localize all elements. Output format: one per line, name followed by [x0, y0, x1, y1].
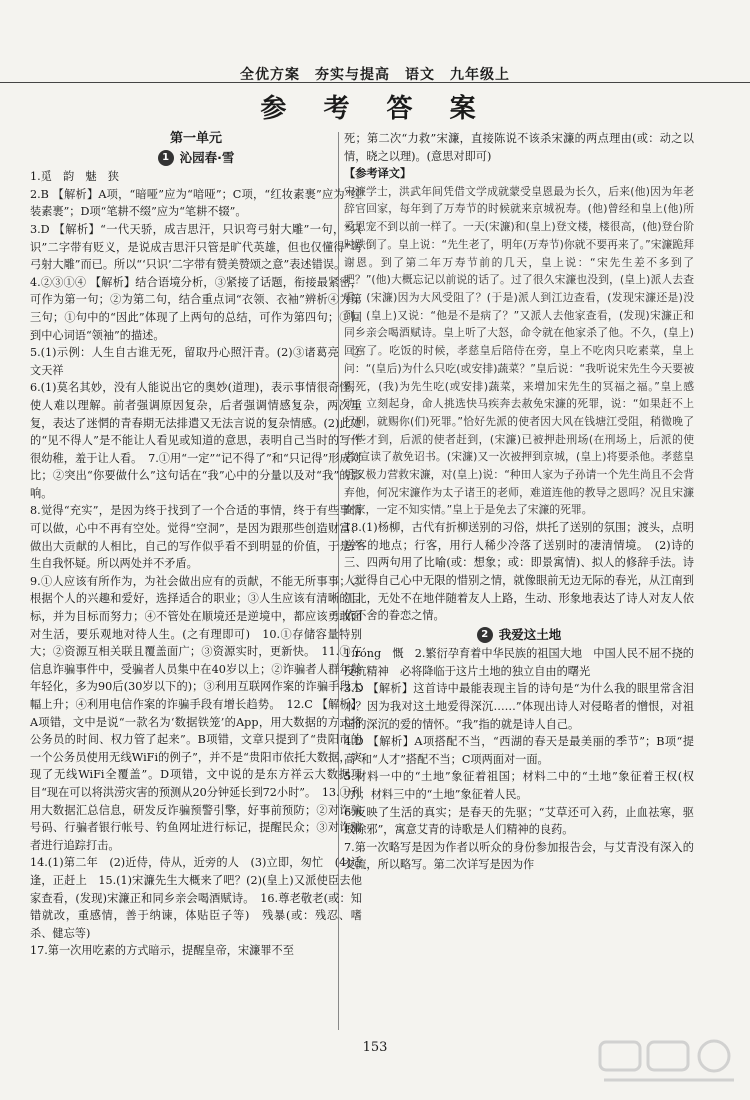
answer-paragraph: 6.(1)莫名其妙，没有人能说出它的奥妙(道理)，表示事情很奇怪，使人难以理解。前者强调原因复杂，后者强调情感复杂，两次重复，表达了迷惘的青春期无法排遣又无法言说的复杂情感。(2)此处的“见不得人”是不能让人看见或知道的意思，表明自己当时的写作很幼稚，羞于让人看。 7.①用“一定”“记不得了”和“只记得”形成对比；②突出“你要做什么”这句话在“我”心中的分量以及对“我”的影响。 [30, 381, 362, 500]
lesson-name: 沁园春·雪 [179, 149, 235, 165]
answer-paragraph: 2.B 【解析】A项，“暗哑”应为“喑哑”；C项，“红妆素裹”应为“红装素裹”；D项“笔耕不缀”应为“笔耕不辍”。 [30, 187, 362, 219]
lesson-name: 我爱这土地 [498, 626, 562, 642]
answer-paragraph: 3.D 【解析】这首诗中最能表现主旨的诗句是“为什么我的眼里常含泪水？因为我对这土地爱得深沉……”体现出诗人对侵略者的憎恨，对祖国的深沉的爱的情怀。“我”指的就是诗人自己。 [344, 682, 694, 731]
left-column [30, 130, 362, 960]
answer-paragraph: 5.材料一中的“土地”象征着祖国；材料二中的“土地”象征着王权(权力)；材料三中的“土地”象征着人民。 [344, 770, 694, 802]
answer-paragraph: 4.D 【解析】A项搭配不当，“西湖的春天是最美丽的季节”；B项“提高”和“人才”搭配不当；C项两面对一面。 [344, 735, 694, 766]
lesson-number-badge: 1 [158, 150, 174, 166]
unit-heading: 第一单元 [169, 131, 222, 146]
right-column [344, 130, 694, 874]
page-title: 参 考 答 案 [260, 94, 490, 124]
page-number: 153 [362, 1040, 388, 1055]
answer-paragraph: 17.第一次用吃素的方式暗示，提醒皇帝，宋濂罪不至 [30, 944, 294, 958]
answer-paragraph: 18.(1)杨柳，古代有折柳送别的习俗，烘托了送别的氛围；渡头，点明送客的地点；行客，用行人稀少冷落了送别时的凄清情境。 (2)诗的三、四两句用了比喻(或：想象；或：即景寓情)、拟人的修辞手法。诗人觉得自己心中无限的惜别之情，就像眼前无边无际的春光，从江南到江北，无处不在地伴随着友人上路，生动、形象地表达了诗人对友人依依不舍的眷恋之情。 [344, 521, 694, 623]
answer-paragraph: 1.觅 韵 魅 狭 [30, 170, 119, 184]
lesson-heading-1 [30, 149, 362, 167]
lesson-number-badge: 2 [477, 627, 493, 643]
header-rule [0, 82, 750, 83]
answer-paragraph: 8.觉得“充实”，是因为终于找到了一个合适的事情，终于有些事情可以做，心中不再有空处。觉得“空洞”，是因为跟那些创造财富、做出大贡献的人相比，自己的写作似乎看不到明显的价值，于是产生自我怀疑。所以两处并不矛盾。 [30, 504, 362, 571]
answer-paragraph: 死；第二次“力救”宋濂，直接陈说不该杀宋濂的两点理由(或：动之以情，晓之以理)。(意思对即可) [344, 132, 694, 163]
running-header: 全优方案 夯实与提高 语文 九年级上 [240, 67, 510, 83]
answer-paragraph: 4.②③①④ 【解析】结合语境分析，③紧接了话题，衔接最紧密，可作为第一句；②为第二句，结合重点词“衣领、衣袖”辨析④为第三句；①句中的“因此”体现了上两句的总结，可作为第四句；①回到中心词语“领袖”的描述。 [30, 275, 362, 342]
watermark-logo [594, 1036, 744, 1094]
answer-paragraph: 6.反映了生活的真实；是春天的先驱；“艾草还可入药，止血祛寒，驱蚊除邪”，寓意艾青的诗歌是人们精神的良药。 [344, 805, 694, 837]
answer-paragraph: 1.róng 慨 2.繁衍孕育着中华民族的祖国大地 中国人民不屈不挠的反抗精神 必将降临于这片土地的独立自由的曙光 [344, 647, 694, 678]
lesson-heading-2 [344, 626, 694, 644]
answer-paragraph: 3.D 【解析】“一代天骄，成吉思汗，只识弯弓射大雕”一句，“只识”二字带有贬义，是说成吉思汗只管是旷代英雄，但也仅懂得“弯弓射大雕”而已。所以“‘只识’二字带有赞美赞颂之意”表述错误。 [30, 222, 362, 272]
answer-paragraph: 14.(1)第二年 (2)近侍，侍从，近旁的人 (3)立即，匆忙 (4)适逢，正赶上 15.(1)宋濂先生大概来了吧？(2)(皇上)又派使臣去他家查看，(发现)宋濂正和同乡亲会喝酒赋诗。 16.尊老敬老(或：知错就改，重感情，善于纳谏，体贴臣子等) 残暴(或：残忍、嗜杀、健忘等) [30, 856, 362, 940]
translation-text: 宋濂学士，洪武年间凭借文学成就蒙受皇恩最为长久，后来(他)因为年老辞官回家，每年到了万寿节的时候就来京城祝寿。(他)曾经和皇上(他)所爱恩宠不到以前一样了。一天(宋濂)和(皇上)登文楼，楼很高，(他)登台阶时跌倒了。皇上说：“先生老了，明年(万寿节)你就不要再来了。”宋濂跪拜谢恩。到了第二年万寿节前的几天，皇上说：“宋先生差不多到了吧？”(他)大概忘记以前说的话了。过了很久宋濂也没到，(皇上)派人去查看，(宋濂)因为大风受阻了？(于是)派人到江边查看，(发现宋濂还是)没到。(皇上)又说：“他是不是病了？”又派人去他家查看，(发现)宋濂正和同乡亲会喝酒赋诗。皇上听了大怒，命令就在他家杀了他。不久，(皇上)回宫了。吃饭的时候，孝慈皇后陪侍在旁，皇上不吃肉只吃素菜，皇上问：“(皇后)为什么只吃(或安排)蔬菜？”皇后说：“我听说宋先生今天要被赐死，(我)为先生吃(或安排)蔬菜，来增加宋先生的冥福之福。”皇上感动，立刻起身，命人挑选快马疾奔去赦免宋濂的死罪，说：“如果赶不上行刑，就赐你(们)死罪。”恰好先派的使者因大风在钱塘江受阻，稍微晚了一些才到，后派的使者赶到，(宋濂)已被押赴刑场(在刑场上，后派的使者)宣读了赦免诏书。(宋濂)又一次被押到京城，(皇上)将要杀他。孝慈皇后又极力营救宋濂，对(皇上)说：“种田人家为子孙请一个先生尚且不会背弃他，何况宋濂作为太子诸王的老师，难道连他的教导之恩吗？况且宋濂在家，一定不知实情。”皇上于是免去了宋濂的死罪。 [344, 184, 694, 517]
answer-paragraph: 7.第一次略写是因为作者以听众的身份参加报告会，与艾青没有深入的交流，所以略写。第二次详写是因为作 [344, 840, 694, 872]
answer-paragraph: 9.①人应该有所作为，为社会做出应有的贡献，不能无所事事；②根据个人的兴趣和爱好，选择适合的职业；③人生应该有清晰的目标，并为目标而努力；④不管处在顺境还是逆境中，都应该勇敢面对生活，要乐观地对待人生。(之有理即可) 10.①存储容量特别大；②资源互相关联且覆盖面广；③资源实时，更新快。 11.①在信息诈骗事件中，受骗者人员集中在40岁以上；②诈骗者人群年龄年轻化，多为90后(30岁以下的)；③利用互联网作案的诈骗手段大幅上升；④利用电信作案的诈骗手段有增长趋势。 12.C 【解析】A项错，文中是说“一款名为‘数据铁笼’的App，用大数据的方式将公务员的时间、权力管了起来”。B项错，文章只提到了“贵阳市的一个公务员使用无线WiFi的例子”，并不是“贵阳市依托大数据，实现了无线WiFi全覆盖”。D项错，文中说的是东方祥云大数据项目“现在可以将洪涝灾害的预测从20分钟延长到72小时”。 13.①利用大数据汇总信息，研发反诈骗预警引擎，好事前预防；②对诈骗号码、行骗者银行帐号、钓鱼网址进行标记，提醒民众；③对诈骗者进行追踪打击。 [30, 574, 362, 852]
answer-paragraph: 5.(1)示例：人生自古谁无死，留取丹心照汗青。(2)③诸葛亮 ②文天祥 [30, 346, 362, 377]
translation-label: 【参考译文】 [344, 166, 412, 181]
